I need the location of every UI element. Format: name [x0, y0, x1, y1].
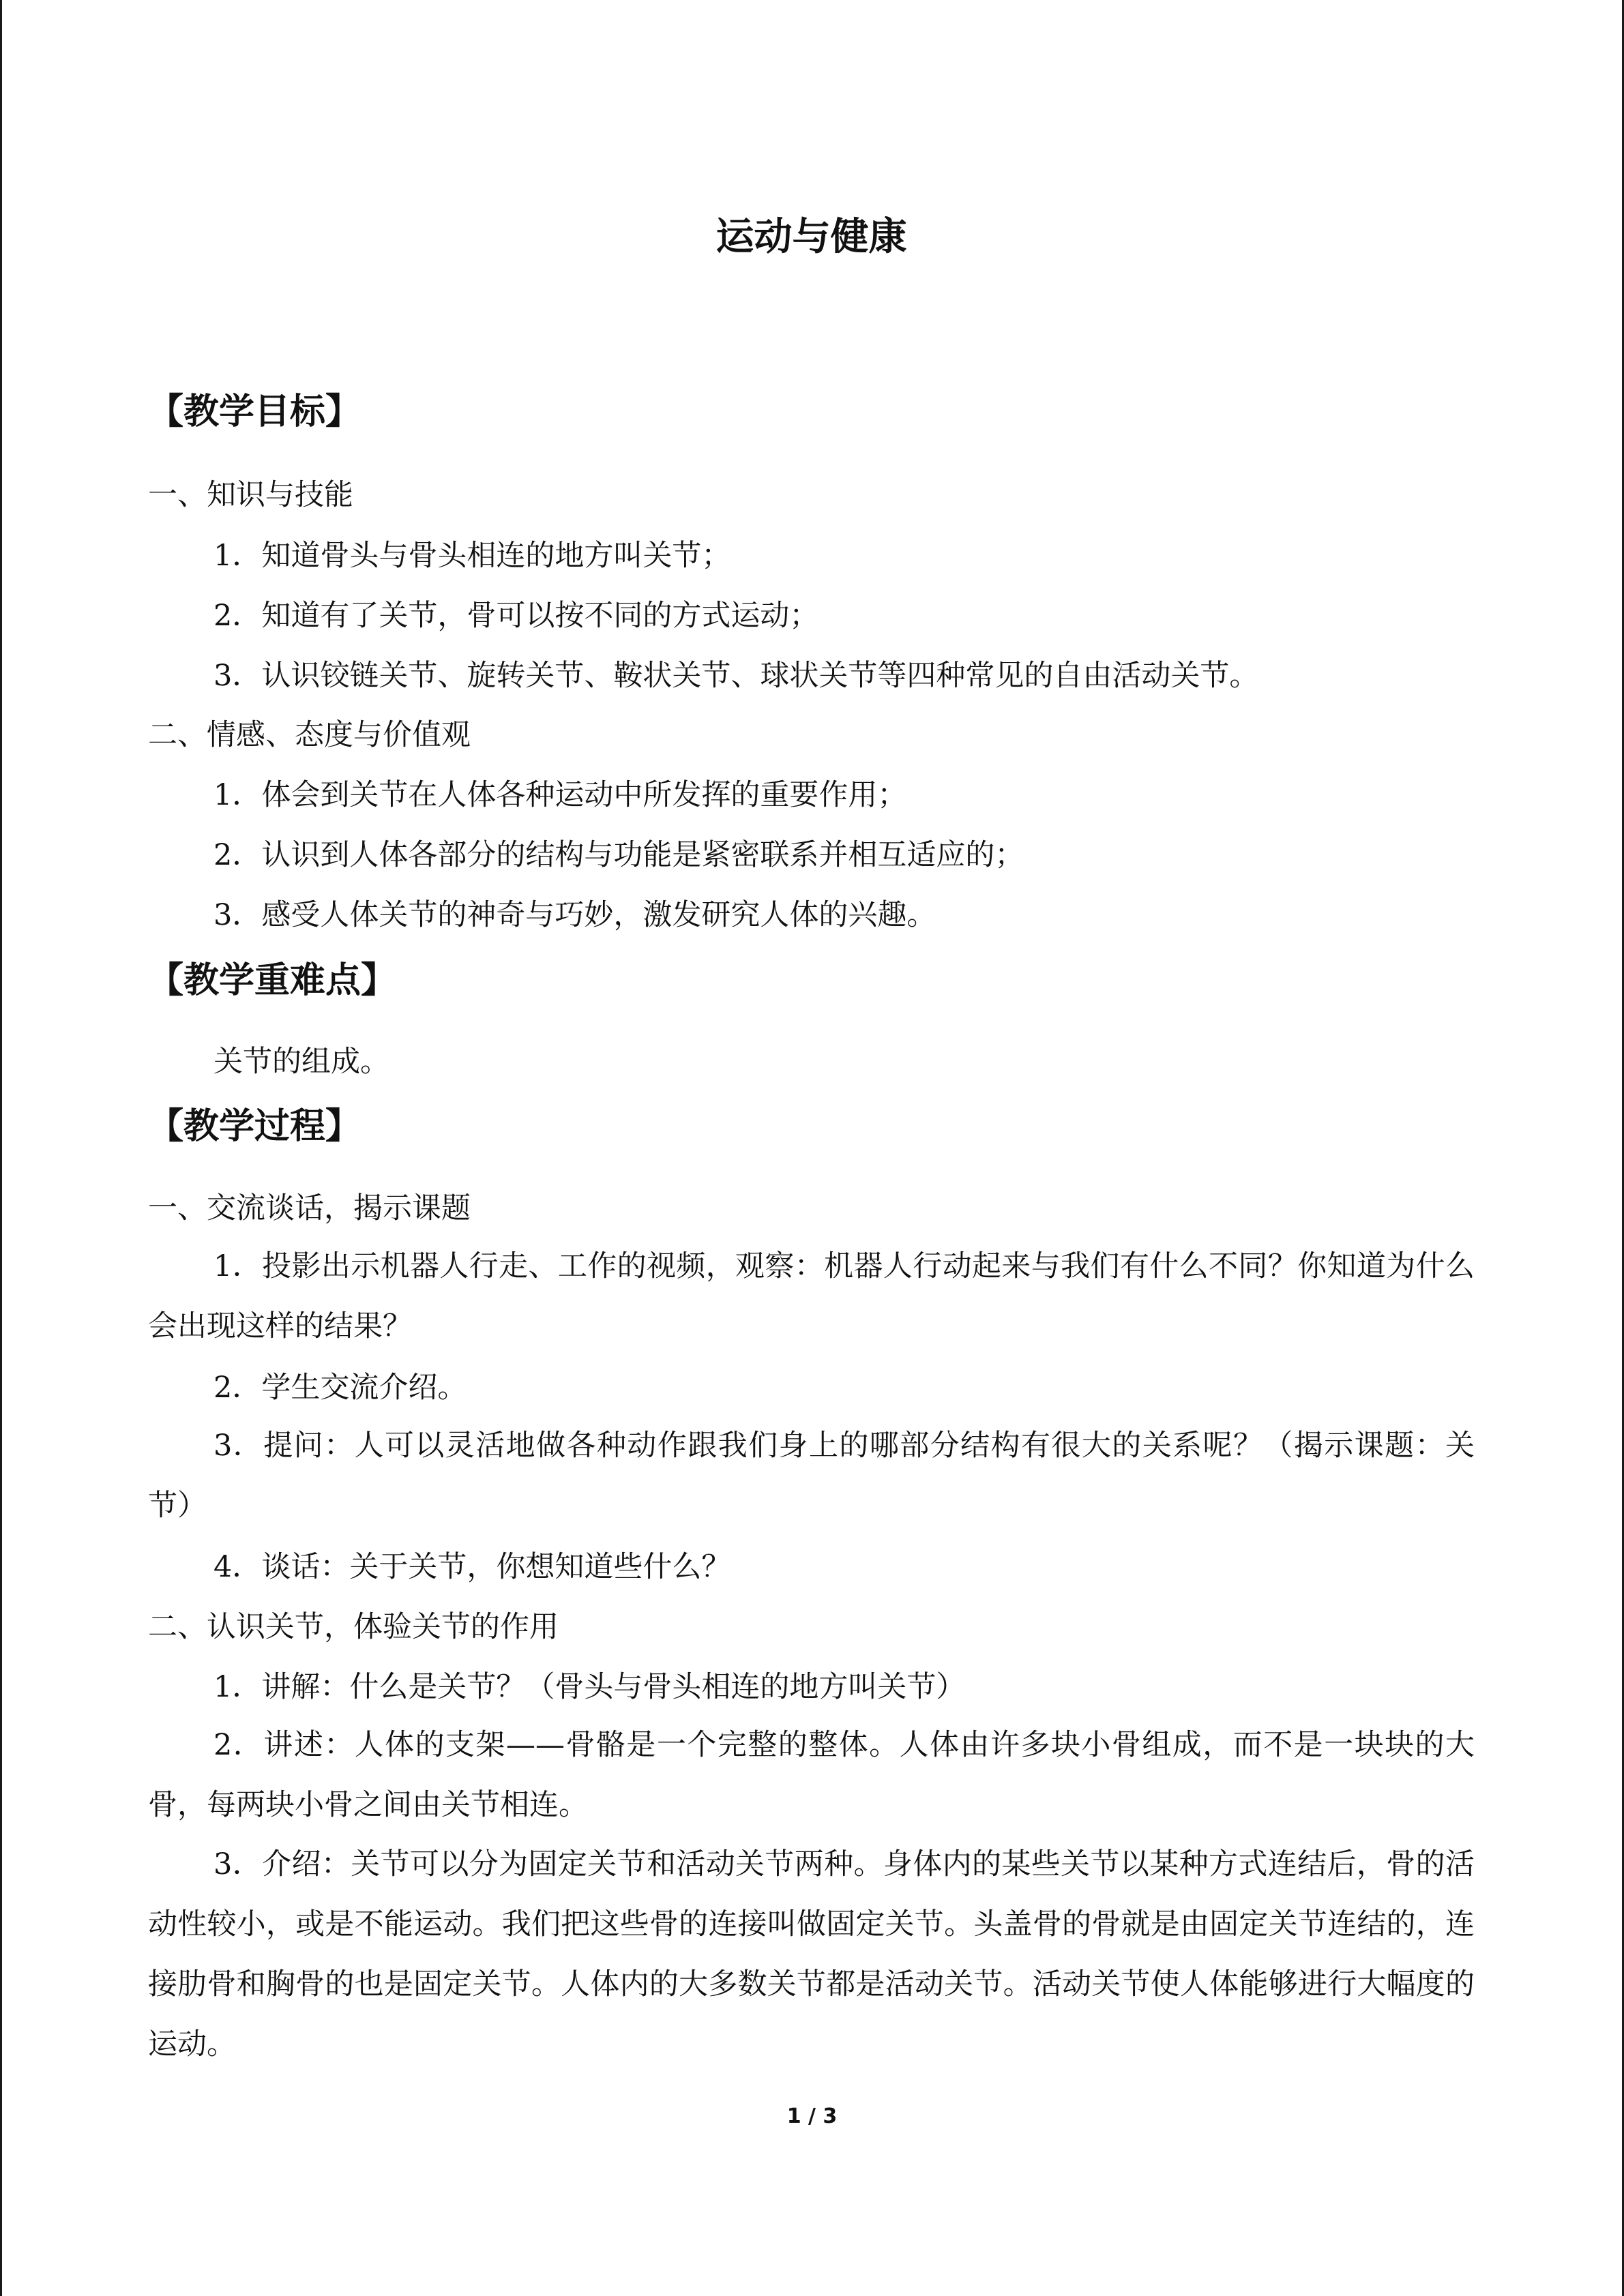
objectives-part2-item: 1．体会到关节在人体各种运动中所发挥的重要作用；: [213, 778, 907, 812]
objectives-part2-item: 3．感受人体关节的神奇与巧妙，激发研究人体的兴趣。: [213, 898, 936, 932]
process-part1-item: 1．投影出示机器人行走、工作的视频，观察：机器人行动起来与我们有什么不同？你知道为什么会出现这样的结果？: [148, 1249, 1475, 1343]
page-number: 1 / 3: [786, 2104, 838, 2128]
process-part2-item: 3．介绍：关节可以分为固定关节和活动关节两种。身体内的某些关节以某种方式连结后，骨的活动性较小，或是不能运动。我们把这些骨的连接叫做固定关节。头盖骨的骨就是由固定关节连结的，连接肋骨和胸骨的也是固定关节。人体内的大多数关节都是活动关节。活动关节使人体能够进行大幅度的运动。: [148, 1847, 1475, 2061]
objectives-part2-title: 二、情感、态度与价值观: [148, 718, 471, 752]
process-part2-title: 二、认识关节，体验关节的作用: [148, 1610, 559, 1644]
objectives-part2-item: 2．认识到人体各部分的结构与功能是紧密联系并相互适应的；: [213, 838, 1024, 872]
objectives-part1-item: 2．知道有了关节，骨可以按不同的方式运动；: [213, 599, 819, 633]
heading-objectives: 【教学目标】: [148, 391, 361, 432]
objectives-part1-item: 3．认识铰链关节、旋转关节、鞍状关节、球状关节等四种常见的自由活动关节。: [213, 659, 1259, 693]
process-part1-item: 3．提问：人可以灵活地做各种动作跟我们身上的哪部分结构有很大的关系呢？（揭示课题：关节）: [148, 1429, 1475, 1523]
key-points-text: 关节的组成。: [213, 1045, 389, 1079]
process-part2-item: 1．讲解：什么是关节？（骨头与骨头相连的地方叫关节）: [213, 1670, 966, 1704]
process-part2-item: 2．讲述：人体的支架——骨骼是一个完整的整体。人体由许多块小骨组成，而不是一块块的大骨，每两块小骨之间由关节相连。: [148, 1728, 1475, 1822]
process-part1-item: 4．谈话：关于关节，你想知道些什么？: [213, 1550, 731, 1584]
heading-process: 【教学过程】: [148, 1106, 361, 1147]
process-part1-title: 一、交流谈话，揭示课题: [148, 1191, 471, 1225]
process-part1-item: 2．学生交流介绍。: [213, 1371, 467, 1405]
heading-key-points: 【教学重难点】: [148, 960, 397, 1001]
document-title: 运动与健康: [715, 215, 907, 259]
objectives-part1-item: 1．知道骨头与骨头相连的地方叫关节；: [213, 539, 731, 573]
objectives-part1-title: 一、知识与技能: [148, 478, 353, 512]
page-border-left: [0, 0, 2, 2296]
